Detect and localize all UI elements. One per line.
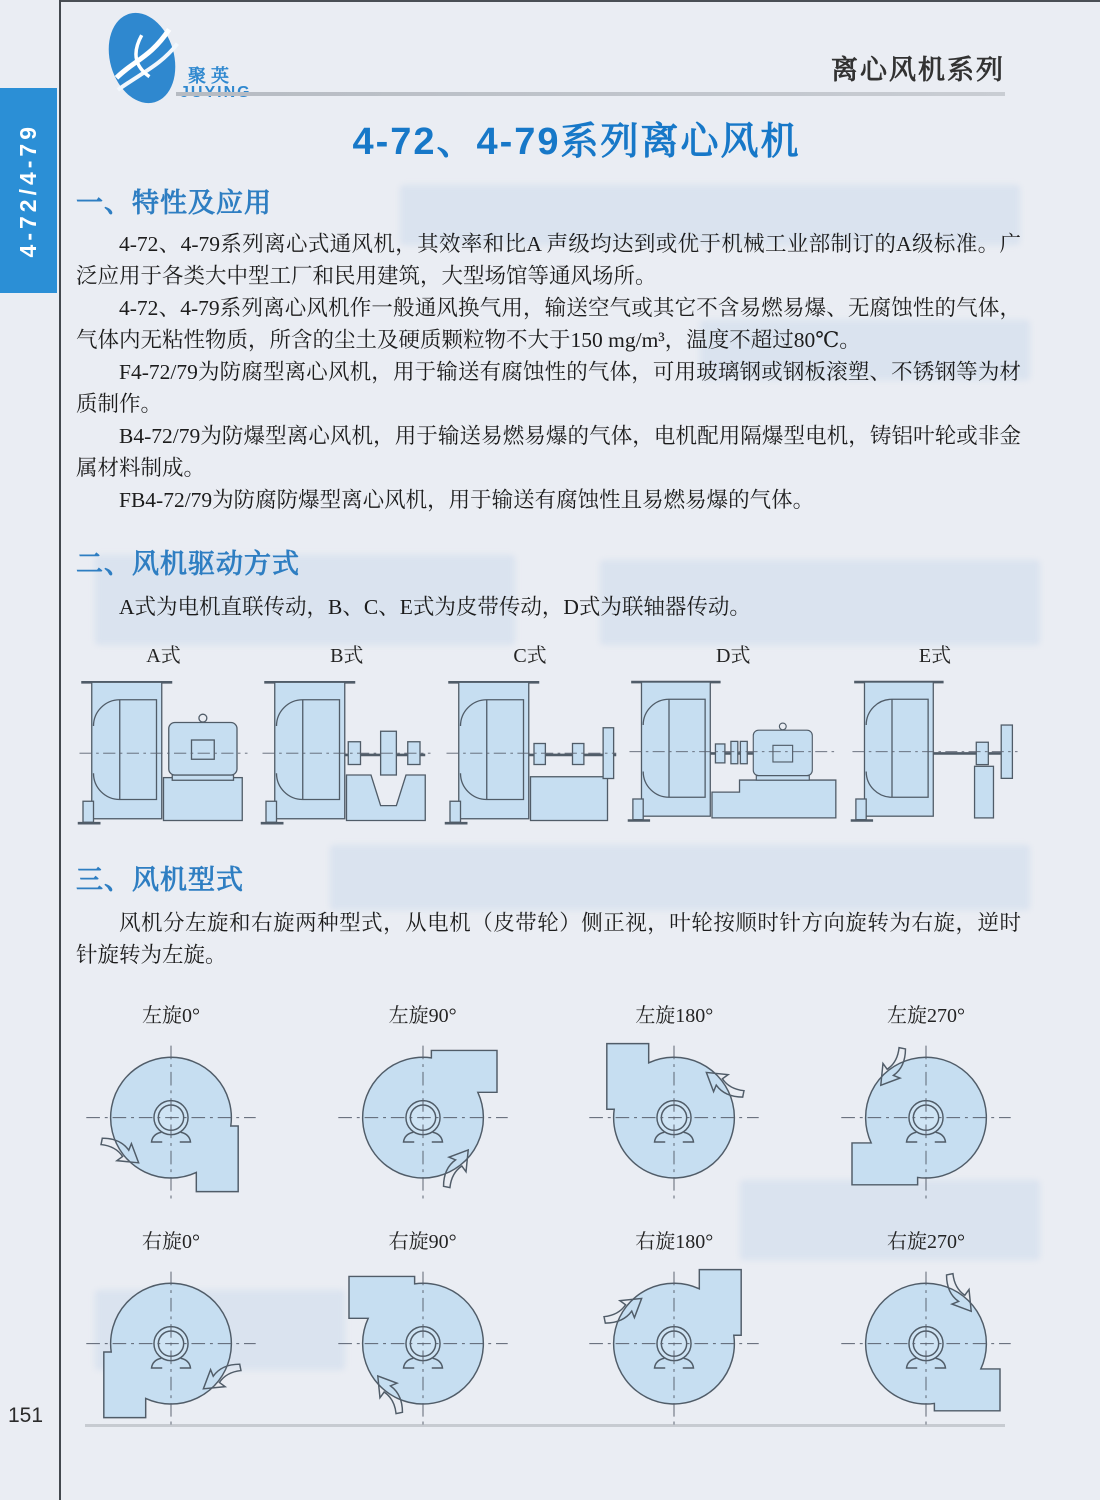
drive-type-c-label: C式 — [513, 645, 547, 667]
rotation-left-270 — [831, 999, 1021, 1215]
rotation-right-0-label: 右旋0° — [142, 1231, 200, 1254]
series-tab-label: 4-72/4-79 — [15, 123, 41, 258]
rotation-right-270-label: 右旋270° — [886, 1231, 965, 1254]
rotation-diagram-left-270 — [831, 1030, 1021, 1215]
drive-type-a — [76, 639, 251, 836]
header-rule — [176, 92, 1005, 96]
drive-type-b — [259, 639, 434, 836]
rotation-diagram-left-90 — [328, 1030, 518, 1215]
rotation-left-270-label: 左旋270° — [886, 1005, 965, 1028]
rotation-right-270 — [831, 1225, 1021, 1441]
drive-type-c — [443, 639, 618, 836]
series-index-tab — [0, 88, 57, 293]
drive-diagram-a — [76, 670, 251, 836]
drive-type-e-label: E式 — [918, 645, 952, 667]
rotation-diagram-right-270 — [831, 1256, 1021, 1441]
page-header — [76, 0, 1021, 100]
drive-diagram-c — [443, 670, 618, 836]
drive-diagram-e — [849, 670, 1021, 833]
rotation-row-right — [76, 1225, 1021, 1441]
paragraph: B4-72/79为防爆型离心风机，用于输送易燃易爆的气体，电机配用隔爆型电机，铸铝叶轮或非金属材料制成。 — [76, 424, 1021, 480]
rotation-row-left — [76, 999, 1021, 1215]
rotation-right-90-label: 右旋90° — [388, 1231, 457, 1254]
paragraph: 4-72、4-79系列离心式通风机，其效率和比A 声级均达到或优于机械工业部制订的A级标准。广泛应用于各类大中型工厂和民用建筑，大型场馆等通风场所。 — [76, 232, 1021, 288]
rotation-left-180 — [579, 999, 769, 1215]
rotation-right-90 — [328, 1225, 518, 1441]
rotation-left-0-label: 左旋0° — [142, 1005, 200, 1028]
drive-type-a-label: A式 — [146, 645, 181, 667]
paragraph: FB4-72/79为防腐防爆型离心风机，用于输送有腐蚀性且易燃易爆的气体。 — [119, 488, 815, 512]
page-content — [60, 0, 1100, 1441]
drive-type-d-label: D式 — [716, 645, 751, 667]
rotation-diagram-left-0 — [76, 1030, 266, 1215]
series-title: 离心风机系列 — [831, 55, 1005, 85]
drive-diagram-d — [626, 670, 841, 833]
drive-type-e — [849, 639, 1021, 833]
drive-type-b-label: B式 — [330, 645, 364, 667]
rotation-left-180-label: 左旋180° — [635, 1005, 714, 1028]
rotation-diagram-right-90 — [328, 1256, 518, 1441]
logo-text-cn: 聚英 — [188, 66, 234, 86]
drive-type-d — [626, 639, 841, 833]
section-3-intro: 风机分左旋和右旋两种型式，从电机（皮带轮）侧正视，叶轮按顺时针方向旋转为右旋，逆时针旋转为左旋。 — [76, 911, 1021, 968]
section-2-heading: 二、风机驱动方式 — [76, 549, 300, 579]
drive-diagram-b — [259, 670, 434, 836]
rotation-left-90-label: 左旋90° — [388, 1005, 457, 1028]
rotation-right-180 — [579, 1225, 769, 1441]
paragraph: 4-72、4-79系列离心风机作一般通风换气用，输送空气或其它不含易燃易爆、无腐蚀性的气体，气体内无粘性物质，所含的尘土及硬质颗粒物不大于150 mg/m³，温度不超过80℃。 — [76, 296, 1021, 352]
rotation-left-0 — [76, 999, 266, 1215]
rotation-left-90 — [328, 999, 518, 1215]
rotation-right-180-label: 右旋180° — [635, 1231, 714, 1254]
page-number: 151 — [8, 1404, 44, 1427]
rotation-diagram-right-0 — [76, 1256, 266, 1441]
section-3-heading: 三、风机型式 — [76, 865, 244, 896]
paragraph: F4-72/79为防腐型离心风机，用于输送有腐蚀性的气体，可用玻璃钢或钢板滚塑、不锈钢等为材质制作。 — [76, 360, 1021, 416]
rotation-diagram-right-180 — [579, 1256, 769, 1441]
section-1-heading: 一、特性及应用 — [76, 188, 272, 218]
section-2-intro: A式为电机直联传动，B、C、E式为皮带传动，D式为联轴器传动。 — [119, 595, 751, 619]
rotation-right-0 — [76, 1225, 266, 1441]
drive-diagrams-row — [76, 639, 1021, 836]
rotation-diagram-left-180 — [579, 1030, 769, 1215]
page-title: 4-72、4-79系列离心风机 — [352, 121, 801, 163]
